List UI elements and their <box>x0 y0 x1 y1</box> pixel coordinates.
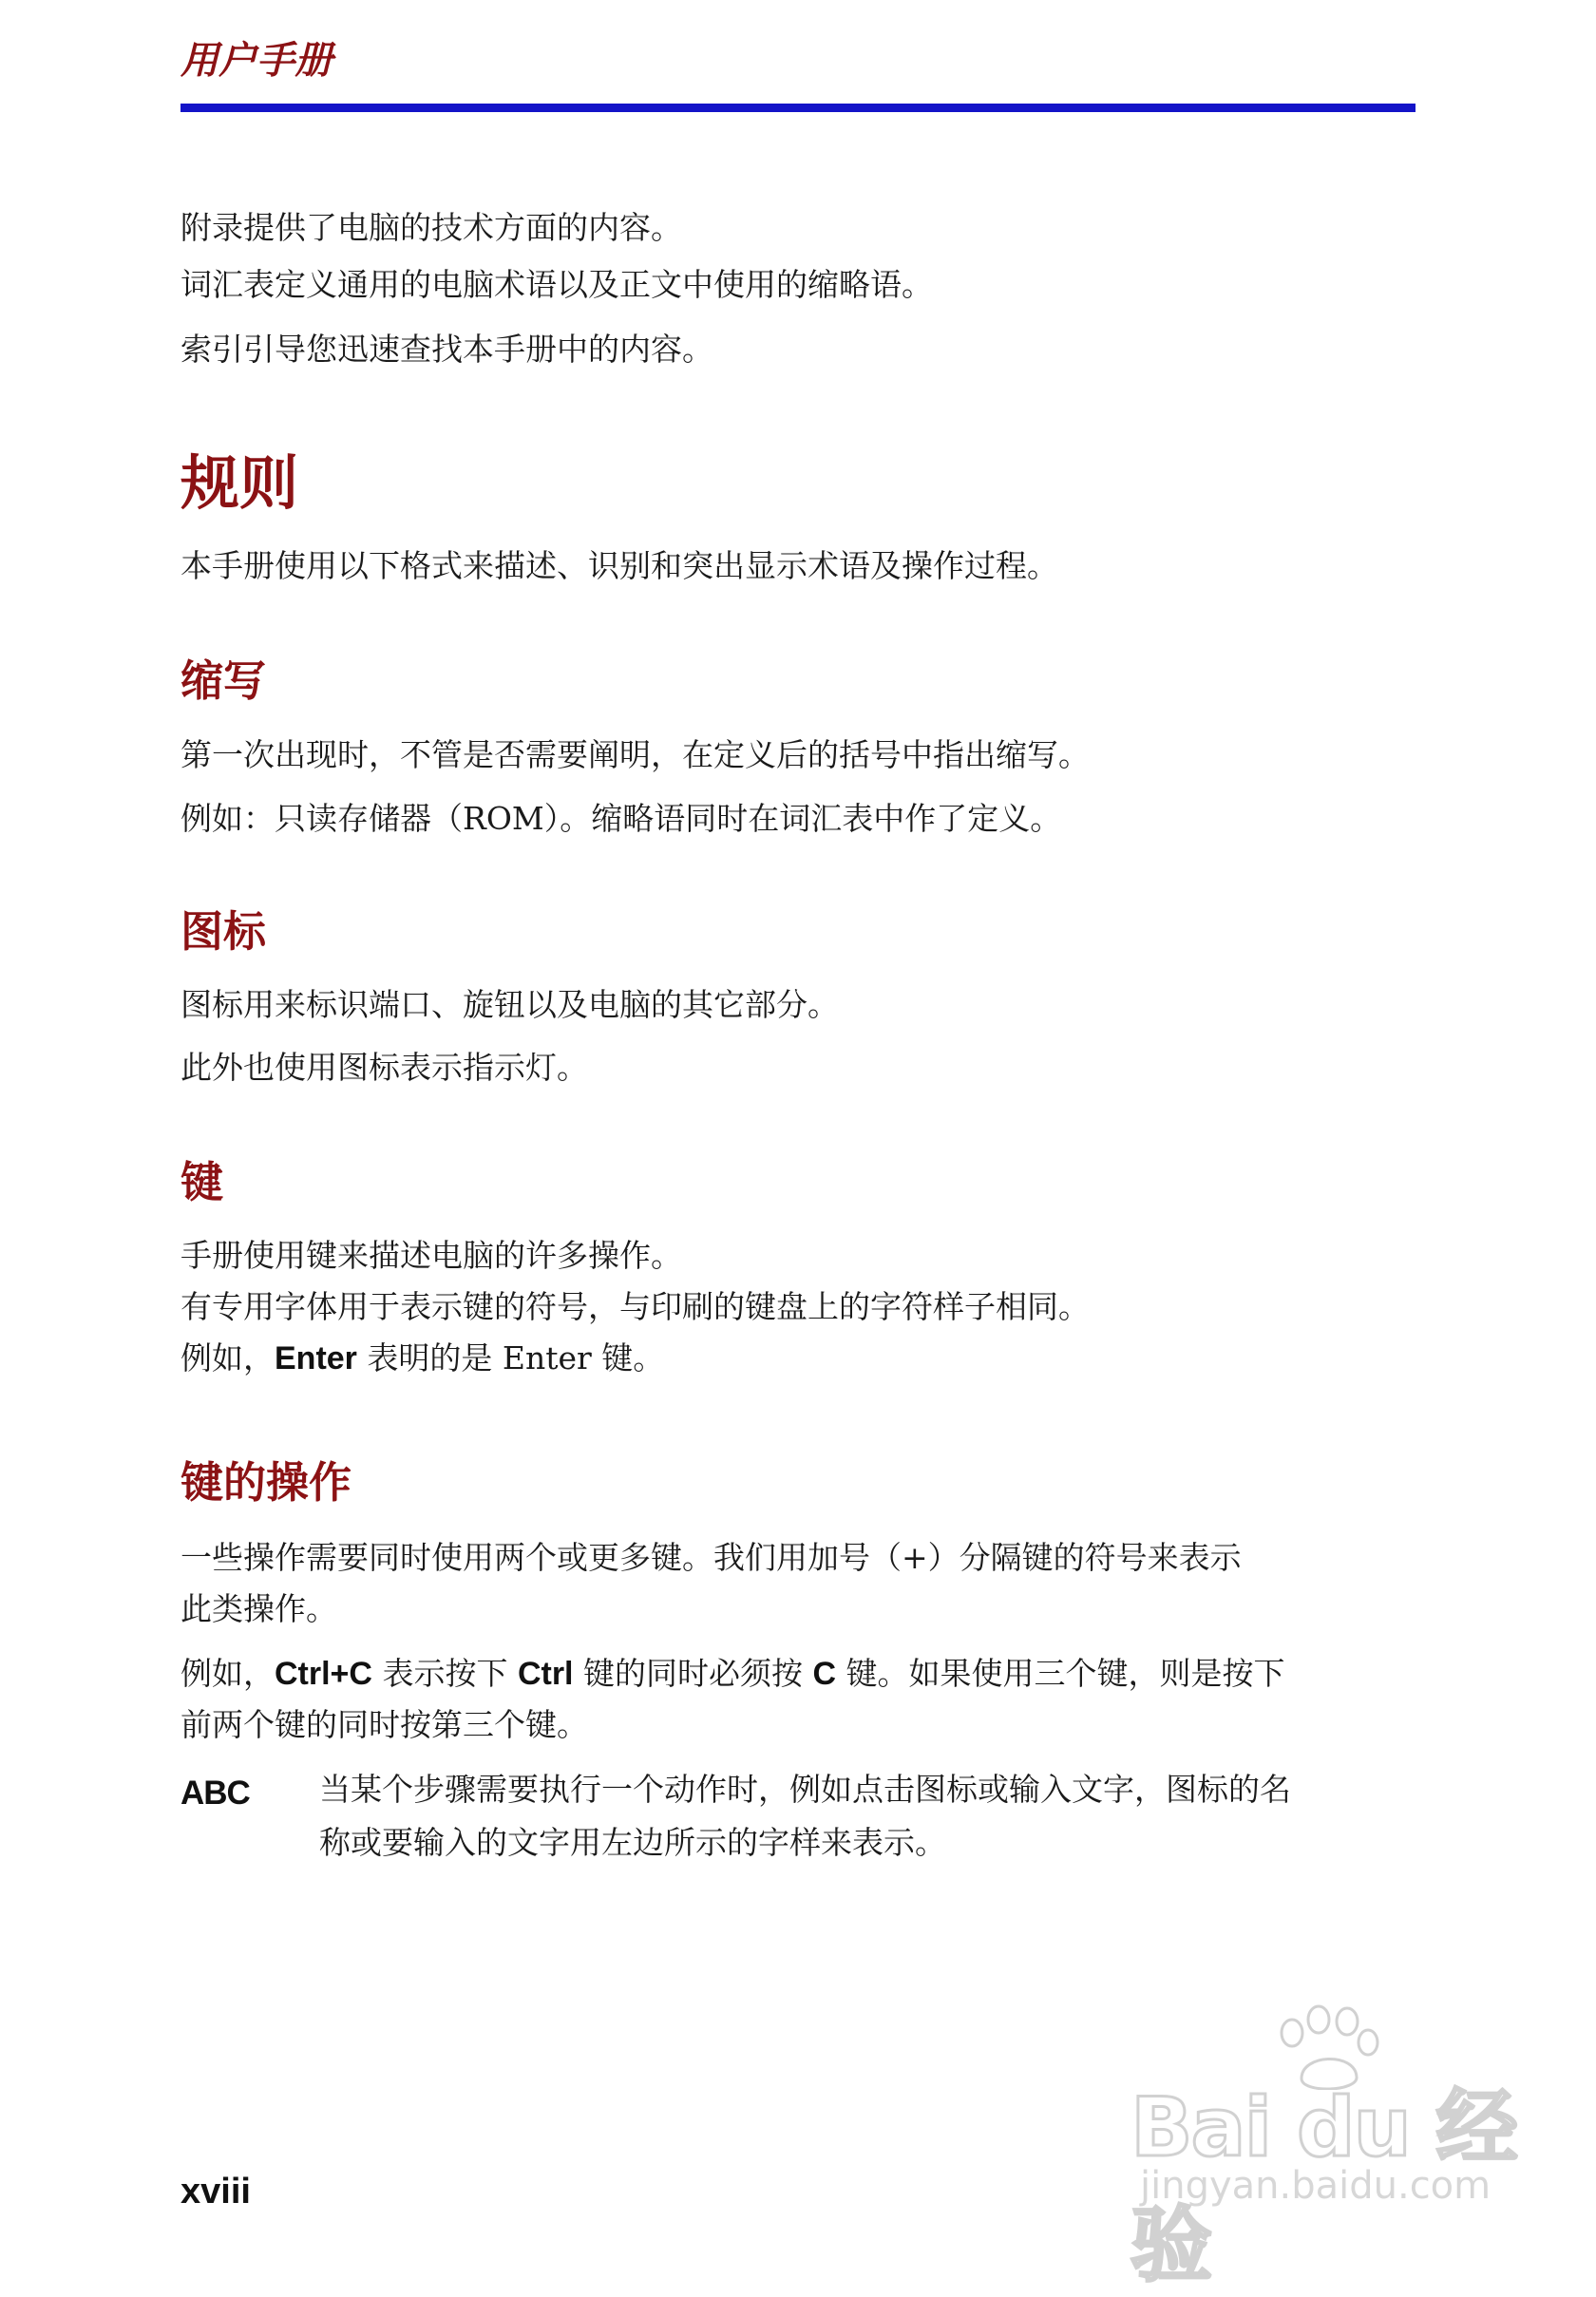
abbreviations-line-2: 例如：只读存储器（ROM）。缩略语同时在词汇表中作了定义。 <box>180 800 1062 837</box>
keys-line-2: 有专用字体用于表示键的符号，与印刷的键盘上的字符样子相同。 <box>180 1288 1090 1325</box>
para2-text-3: 键的同时必须按 <box>573 1655 813 1692</box>
ctrl-keycap: Ctrl <box>517 1656 574 1692</box>
key-operation-para2-line1 <box>180 1655 1285 1694</box>
keys-line-3 <box>180 1339 664 1378</box>
para2-text-2: 表示按下 <box>371 1655 518 1692</box>
subheading-key-operation: 键的操作 <box>180 1457 352 1508</box>
ctrl-c-keycap: Ctrl+C <box>275 1656 372 1692</box>
header-rule <box>180 104 1416 112</box>
abc-description-line-2: 称或要输入的文字用左边所示的字样来表示。 <box>319 1824 946 1861</box>
intro-line-index: 索引引导您迅速查找本手册中的内容。 <box>180 331 713 368</box>
enter-keycap: Enter <box>275 1340 357 1376</box>
key-operation-para2-line2: 前两个键的同时按第三个键。 <box>180 1706 588 1743</box>
baidu-jingyan-watermark <box>1130 2004 1530 2293</box>
subheading-abbreviations: 缩写 <box>180 655 267 706</box>
section-heading-conventions: 规则 <box>180 448 299 518</box>
watermark-url: jingyan.baidu.com <box>1140 2164 1492 2208</box>
keys-example-prefix: 例如， <box>180 1339 275 1376</box>
para2-text-4: 键。如果使用三个键，则是按下 <box>836 1655 1285 1692</box>
subheading-keys: 键 <box>180 1157 224 1207</box>
abc-typeface-label: ABC <box>180 1775 250 1812</box>
watermark-brand: Bai du 经验 <box>1130 2080 1516 2293</box>
subheading-icons: 图标 <box>180 906 267 957</box>
page-number: xviii <box>180 2172 251 2212</box>
icons-line-2: 此外也使用图标表示指示灯。 <box>180 1049 588 1086</box>
conventions-text: 本手册使用以下格式来描述、识别和突出显示术语及操作过程。 <box>180 547 1058 584</box>
running-header-title: 用户手册 <box>180 40 332 82</box>
intro-line-glossary: 词汇表定义通用的电脑术语以及正文中使用的缩略语。 <box>180 266 933 303</box>
key-operation-para1-line1: 一些操作需要同时使用两个或更多键。我们用加号（+）分隔键的符号来表示 <box>180 1539 1242 1576</box>
abbreviations-line-1: 第一次出现时，不管是否需要阐明，在定义后的括号中指出缩写。 <box>180 736 1090 773</box>
keys-example-suffix: 表明的是 Enter 键。 <box>356 1339 665 1376</box>
key-operation-para1-line2: 此类操作。 <box>180 1590 337 1627</box>
keys-line-1: 手册使用键来描述电脑的许多操作。 <box>180 1237 682 1274</box>
c-keycap: C <box>812 1656 837 1692</box>
para2-text-1: 例如， <box>180 1655 275 1692</box>
abc-description-line-1: 当某个步骤需要执行一个动作时，例如点击图标或输入文字，图标的名 <box>319 1771 1291 1808</box>
intro-line-appendix: 附录提供了电脑的技术方面的内容。 <box>180 209 682 246</box>
icons-line-1: 图标用来标识端口、旋钮以及电脑的其它部分。 <box>180 986 839 1023</box>
